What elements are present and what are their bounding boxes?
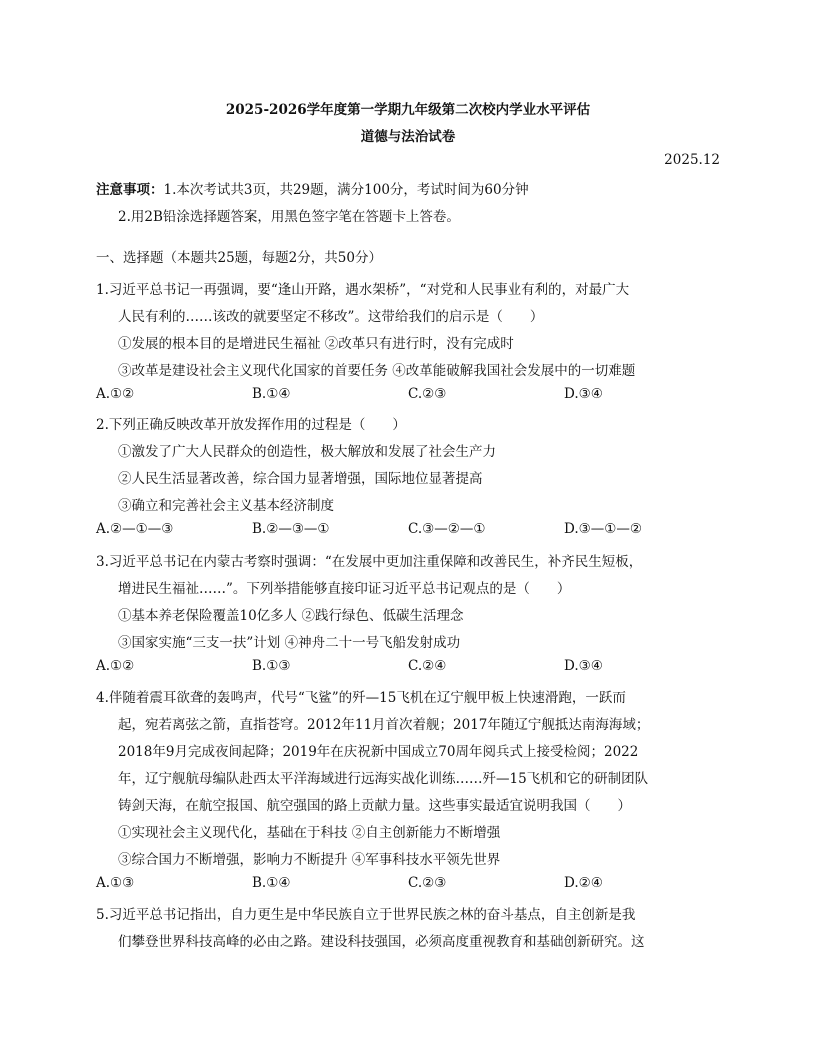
question-4-line-5: 铸剑天海，在航空报国、航空强国的路上贡献力量。这些事实最适宜说明我国（ ）	[118, 798, 631, 814]
question-2-line-3: ②人民生活显著改善，综合国力显著增强，国际地位显著提高	[118, 471, 483, 487]
question-1-option-a: A.①②	[96, 386, 135, 402]
question-4-line-1: 4.伴随着震耳欲聋的轰鸣声，代号“飞鲨”的歼—15飞机在辽宁舰甲板上快速滑跑，一跃而	[96, 690, 626, 706]
question-3-option-c: C.②④	[408, 658, 447, 674]
exam-subtitle: 道德与法治试卷	[360, 129, 456, 145]
question-3-line-2: 增进民生福祉……”。下列举措能够直接印证习近平总书记观点的是（ ）	[118, 581, 571, 597]
question-4-option-b: B.①④	[252, 875, 291, 891]
exam-title: 2025-2026学年度第一学期九年级第二次校内学业水平评估	[225, 102, 591, 118]
question-1-option-d: D.③④	[564, 386, 603, 402]
question-4-line-7: ③综合国力不断增强，影响力不断提升 ④军事科技水平领先世界	[118, 852, 501, 868]
question-3-line-4: ③国家实施“三支一扶”计划 ④神舟二十一号飞船发射成功	[118, 635, 461, 651]
question-5-line-2: 们攀登世界科技高峰的必由之路。建设科技强国，必须高度重视教育和基础创新研究。这	[118, 934, 645, 950]
question-2-option-b: B.②—③—①	[252, 521, 330, 537]
exam-date: 2025.12	[664, 152, 720, 168]
question-3-option-d: D.③④	[564, 658, 603, 674]
question-2-option-c: C.③—②—①	[408, 521, 486, 537]
question-1-line-4: ③改革是建设社会主义现代化国家的首要任务 ④改革能破解我国社会发展中的一切难题	[118, 363, 636, 379]
question-1-line-2: 人民有利的……该改的就要坚定不移改”。这带给我们的启示是（ ）	[118, 309, 544, 325]
notice-line-2: 2.用2B铅涂选择题答案，用黑色签字笔在答题卡上答卷。	[118, 209, 460, 225]
question-2-option-d: D.③—①—②	[564, 521, 642, 537]
question-4-option-a: A.①③	[96, 875, 135, 891]
question-4-option-d: D.②④	[564, 875, 603, 891]
notice-label: 注意事项：	[96, 182, 164, 198]
question-1-line-1: 1.习近平总书记一再强调，要“逢山开路，遇水架桥”，“对党和人民事业有利的，对最广大	[96, 282, 630, 298]
question-4-line-3: 2018年9月完成夜间起降；2019年在庆祝新中国成立70周年阅兵式上接受检阅；2022	[118, 744, 639, 760]
question-4-line-6: ①实现社会主义现代化，基础在于科技 ②自主创新能力不断增强	[118, 825, 501, 841]
question-4-option-c: C.②③	[408, 875, 447, 891]
question-3-line-1: 3.习近平总书记在内蒙古考察时强调：“在发展中更加注重保障和改善民生，补齐民生短板，	[96, 554, 643, 570]
question-4-line-2: 起，宛若离弦之箭，直指苍穹。2012年11月首次着舰；2017年随辽宁舰抵达南海海域；	[118, 717, 650, 733]
notice-line-1	[96, 178, 529, 198]
question-2-option-a: A.②—①—③	[96, 521, 174, 537]
question-1-option-c: C.②③	[408, 386, 447, 402]
question-5-line-1: 5.习近平总书记指出，自力更生是中华民族自立于世界民族之林的奋斗基点，自主创新是我	[96, 907, 636, 923]
notice-text-1: 1.本次考试共3页，共29题，满分100分，考试时间为60分钟	[163, 182, 529, 198]
question-3-line-3: ①基本养老保险覆盖10亿多人 ②践行绿色、低碳生活理念	[118, 608, 464, 624]
section-heading: 一、选择题（本题共25题，每题2分，共50分）	[96, 250, 382, 266]
question-1-line-3: ①发展的根本目的是增进民生福祉 ②改革只有进行时，没有完成时	[118, 336, 514, 352]
question-1-option-b: B.①④	[252, 386, 291, 402]
question-2-line-4: ③确立和完善社会主义基本经济制度	[118, 498, 334, 514]
question-3-option-a: A.①②	[96, 658, 135, 674]
question-2-line-2: ①激发了广大人民群众的创造性，极大解放和发展了社会生产力	[118, 444, 496, 460]
question-4-line-4: 年，辽宁舰航母编队赴西太平洋海域进行远海实战化训练……歼—15飞机和它的研制团队	[118, 771, 649, 787]
question-2-line-1: 2.下列正确反映改革开放发挥作用的过程是（ ）	[96, 417, 406, 433]
question-3-option-b: B.①③	[252, 658, 291, 674]
